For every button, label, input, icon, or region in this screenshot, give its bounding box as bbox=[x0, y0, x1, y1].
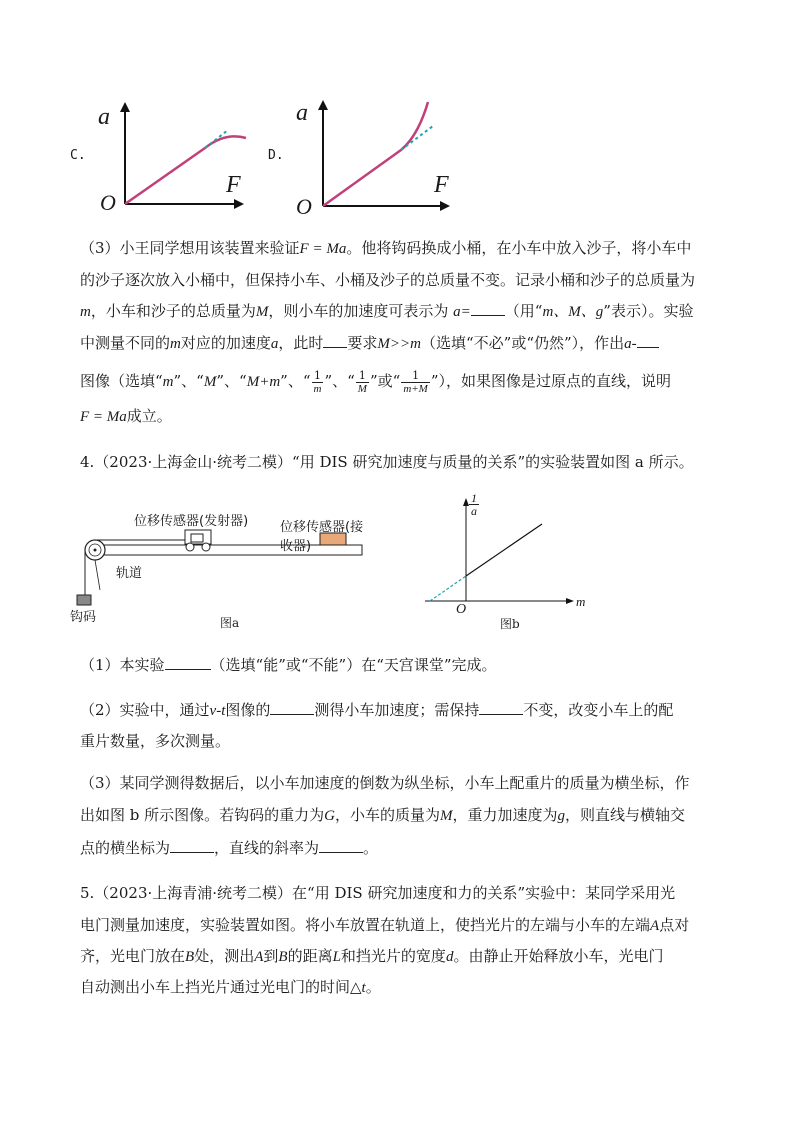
q3-line-5: 图像（选填“m”、“M”、“M+m”、“ $\frac{1}{m}$ ”、“ $\frac{1}{M}$ ”或“ $\frac{1}{m+M}$ ”），如果图像是过原点的直线，说明 bbox=[80, 368, 672, 395]
graph-c-origin: O bbox=[100, 190, 116, 215]
fraction-1-over-m: $\frac{1}{m}$ bbox=[313, 368, 322, 395]
figure-b-x-label: m bbox=[576, 594, 586, 609]
graph-d-y-label: a bbox=[296, 100, 308, 126]
answer-blank-q4-1[interactable] bbox=[165, 655, 211, 670]
sensor-receiver-label: 位移传感器(接收器) bbox=[280, 520, 364, 554]
cart-wheel bbox=[186, 543, 194, 551]
track-label: 轨道 bbox=[116, 566, 143, 581]
graph-d-x-arrow bbox=[440, 201, 450, 211]
q5-line-3: 齐，光电门放在B处，测出A到B的距离L和挡光片的宽度d。由静止开始释放小车，光电门 bbox=[80, 947, 664, 965]
graph-d-origin: O bbox=[296, 194, 312, 219]
q4-title: 4.（2023·上海金山·统考二模）“用 DIS 研究加速度与质量的关系”的实验装置如图 a 所示。 bbox=[80, 453, 694, 471]
fraction-1-over-m-plus-M: $\frac{1}{m+M}$ bbox=[403, 368, 428, 395]
q4-part-1: （1）本实验 （选填“能”或“不能”）在“天宫课堂”完成。 bbox=[80, 656, 497, 674]
figure-a bbox=[70, 500, 370, 640]
fraction-1-over-M: $\frac{1}{M}$ bbox=[357, 368, 367, 395]
figure-b-caption: 图b bbox=[500, 617, 520, 631]
graph-d-curve bbox=[323, 102, 428, 206]
weight-icon bbox=[77, 595, 91, 605]
figure-b-origin: O bbox=[456, 602, 467, 617]
q4-part-3-line-3: 点的横坐标为 ，直线的斜率为 。 bbox=[80, 839, 379, 857]
figure-b-line bbox=[466, 524, 542, 576]
q4-part-3-line-2: 出如图 b 所示图像。若钩码的重力为G，小车的质量为M，重力加速度为g，则直线与横轴交 bbox=[80, 806, 686, 824]
graph-c-y-label: a bbox=[98, 104, 110, 130]
answer-blank-q4-2b[interactable] bbox=[479, 700, 523, 715]
weight-label: 钩码 bbox=[70, 610, 97, 625]
q5-line-4: 自动测出小车上挡光片通过光电门的时间△t。 bbox=[80, 978, 381, 996]
figure-b bbox=[420, 488, 600, 638]
graph-c-y-arrow bbox=[120, 102, 130, 112]
answer-blank-graph-variable[interactable] bbox=[637, 333, 659, 348]
graph-d-label: D. bbox=[268, 148, 284, 163]
figure-b-extrapolation bbox=[430, 576, 466, 601]
figure-a-caption: 图a bbox=[220, 616, 240, 630]
q4-part-3-line-1: （3）某同学测得数据后，以小车加速度的倒数为纵坐标，小车上配重片的质量为横坐标，作 bbox=[80, 774, 690, 792]
q5-line-2: 电门测量加速度，实验装置如图。将小车放置在轨道上，使挡光片的左端与小车的左端A点对 bbox=[80, 916, 690, 934]
cart-wheel bbox=[202, 543, 210, 551]
graph-c bbox=[70, 100, 260, 220]
q3-line-1: （3）小王同学想用该装置来验证F = Ma。他将钩码换成小桶，在小车中放入沙子，将小车中 bbox=[80, 239, 692, 257]
graph-c-label: C. bbox=[70, 148, 86, 163]
q3-line-6: F = Ma成立。 bbox=[80, 407, 172, 425]
q3-line-3: m，小车和沙子的总质量为M，则小车的加速度可表示为 a= （用“m、M、g”表示）。实验 bbox=[80, 302, 694, 320]
graph-c-x-arrow bbox=[234, 199, 244, 209]
q3-line-2: 的沙子逐次放入小桶中，但保持小车、小桶及沙子的总质量不变。记录小桶和沙子的总质量为 bbox=[80, 271, 696, 289]
answer-blank-q4-3a[interactable] bbox=[170, 838, 214, 853]
graph-c-x-label: F bbox=[226, 172, 241, 198]
q5-line-1: 5.（2023·上海青浦·统考二模）在“用 DIS 研究加速度和力的关系”实验中：某同学采用光 bbox=[80, 884, 676, 902]
answer-blank-q4-2a[interactable] bbox=[270, 700, 314, 715]
q3-line-4: 中测量不同的m对应的加速度a，此时 要求M>>m（选填“不必”或“仍然”），作出a- bbox=[80, 333, 659, 354]
q4-part-2-line-1: （2）实验中，通过v-t图像的 测得小车加速度；需保持 不变，改变小车上的配 bbox=[80, 701, 674, 719]
answer-blank-q4-3b[interactable] bbox=[319, 838, 363, 853]
answer-blank-acceleration[interactable] bbox=[471, 301, 505, 316]
answer-blank-requirement[interactable] bbox=[323, 333, 347, 348]
graph-d-y-arrow bbox=[318, 100, 328, 110]
q4-part-2-line-2: 重片数量，多次测量。 bbox=[80, 732, 231, 750]
figure-b-y-label: $\frac{1}{a}$ bbox=[471, 491, 477, 518]
sensor-transmitter-label: 位移传感器(发射器) bbox=[134, 514, 249, 529]
graph-d bbox=[268, 98, 468, 223]
graph-d-x-label: F bbox=[434, 172, 449, 198]
